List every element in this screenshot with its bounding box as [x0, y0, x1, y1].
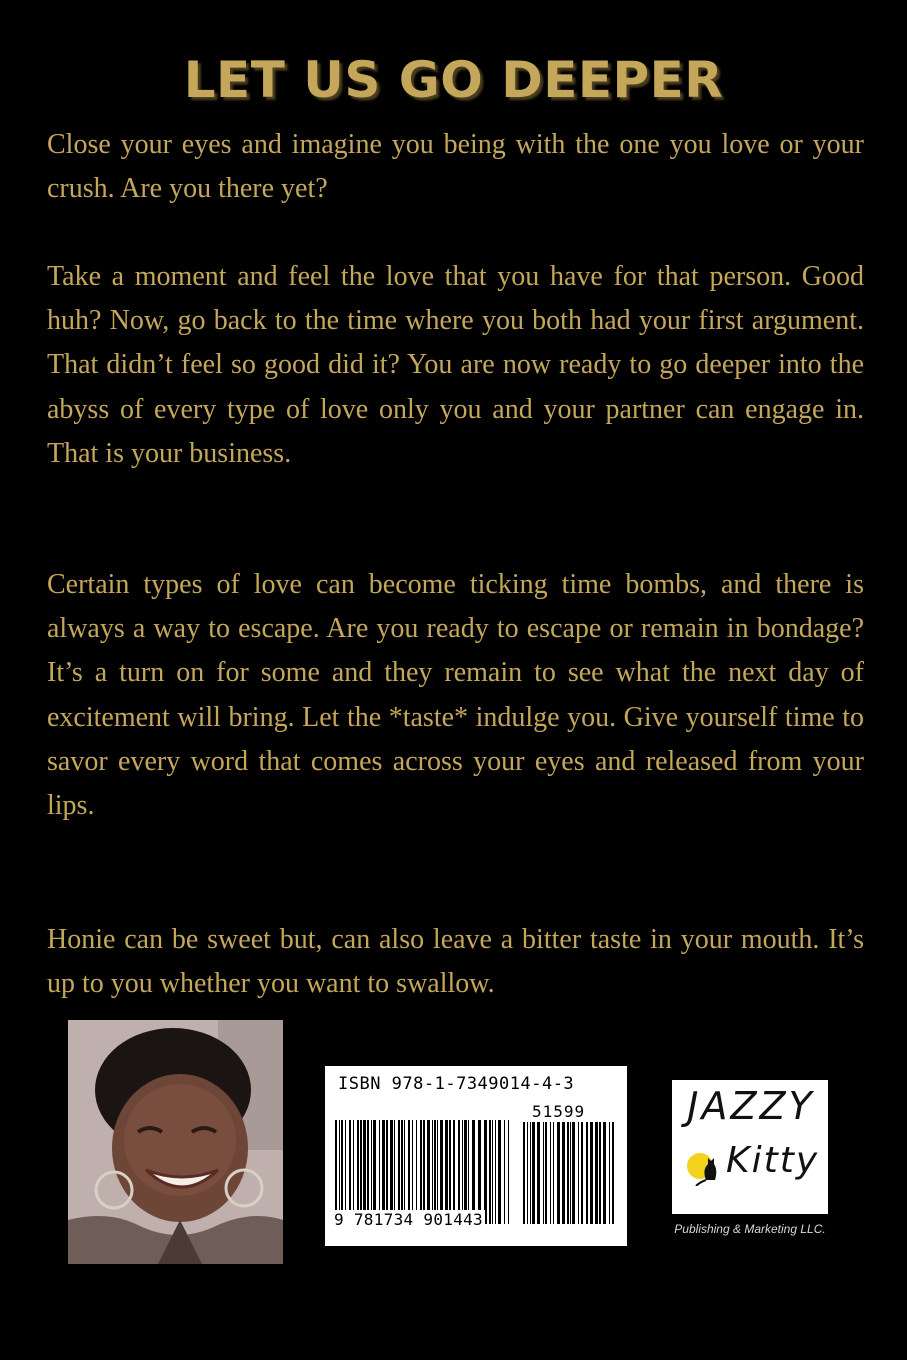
paragraph-text: Take a moment and feel the love that you have for that person. Good huh? Now, go back to the time where you both had your first argument. That didn’t feel so good did it? You are now ready to go deeper into the abyss of every type of love only you and your partner can engage in. That is your business. — [47, 261, 864, 469]
barcode-bar — [550, 1122, 551, 1224]
ean-digits: 9 781734 901443 — [334, 1210, 483, 1229]
barcode-bar — [349, 1120, 351, 1224]
logo-wordmark-bottom: Kitty — [726, 1140, 820, 1181]
barcode-bar — [357, 1120, 359, 1224]
addon-barcode-bars — [523, 1122, 615, 1224]
price-code: 51599 — [532, 1102, 586, 1121]
barcode-bar — [590, 1122, 593, 1224]
publisher-name: Publishing & Marketing LLC. — [674, 1222, 826, 1236]
barcode-bar — [595, 1122, 598, 1224]
barcode-bar — [449, 1120, 451, 1224]
barcode-bar — [472, 1120, 475, 1224]
moon-cat-icon — [684, 1146, 724, 1186]
logo-wordmark-top: JAZZY — [687, 1084, 815, 1128]
barcode-bar — [530, 1122, 531, 1224]
barcode-bar — [581, 1122, 583, 1224]
barcode-bar — [537, 1122, 540, 1224]
barcode-bar — [360, 1120, 362, 1224]
blurb-paragraph-2 — [47, 255, 864, 476]
barcode-bar — [434, 1120, 436, 1224]
barcode-bar — [379, 1120, 380, 1224]
paragraph-text: Close your eyes and imagine you being with the one you love or your crush. Are you there yet? — [47, 129, 864, 205]
blurb-paragraph-3 — [47, 563, 864, 828]
barcode-bar — [492, 1120, 493, 1224]
barcode-bar — [371, 1120, 372, 1224]
barcode-bar — [420, 1120, 422, 1224]
barcode-bar — [478, 1120, 481, 1224]
barcode-bar — [609, 1122, 610, 1224]
barcode-bar — [341, 1120, 343, 1224]
barcode-bar — [339, 1120, 340, 1224]
barcode-bar — [401, 1120, 403, 1224]
barcode-bar — [578, 1122, 579, 1224]
barcode-bar — [545, 1122, 547, 1224]
blurb-paragraph-1 — [47, 123, 864, 211]
publisher-logo — [672, 1080, 828, 1214]
barcode-bar — [508, 1120, 509, 1224]
barcode-bar — [394, 1120, 395, 1224]
author-portrait-icon — [68, 1020, 283, 1264]
barcode-bar — [523, 1122, 525, 1224]
barcode-bar — [586, 1122, 588, 1224]
barcode-bar — [504, 1120, 505, 1224]
barcode-bar — [527, 1122, 528, 1224]
barcode-bar — [382, 1120, 385, 1224]
barcode-bar — [612, 1122, 614, 1224]
barcode-bar — [353, 1120, 354, 1224]
barcode-bar — [570, 1122, 571, 1224]
barcode-bar — [484, 1120, 487, 1224]
barcode-bar — [557, 1122, 560, 1224]
barcode-bar — [603, 1122, 606, 1224]
barcode-bar — [398, 1120, 400, 1224]
barcode-bar — [462, 1120, 463, 1224]
barcode-bar — [432, 1120, 433, 1224]
barcode-bar — [489, 1120, 491, 1224]
barcode-bar — [498, 1120, 501, 1224]
barcode-bar — [427, 1120, 430, 1224]
barcode-bar — [567, 1122, 569, 1224]
barcode-bar — [345, 1120, 346, 1224]
barcode-bar — [335, 1120, 337, 1224]
barcode-bar — [390, 1120, 393, 1224]
isbn-barcode — [325, 1066, 627, 1246]
blurb-paragraph-4 — [47, 918, 864, 1006]
isbn-label: ISBN 978-1-7349014-4-3 — [338, 1074, 575, 1094]
barcode-bar — [423, 1120, 425, 1224]
barcode-bar — [599, 1122, 601, 1224]
ean-barcode-bars — [335, 1120, 511, 1224]
barcode-bar — [562, 1122, 565, 1224]
paragraph-text: Certain types of love can become ticking time bombs, and there is always a way to escape. Are you ready to escape or remain in bondage? It’s a turn on for some and they remain to see what the next day of excitement will bring. Let the *taste* indulge you. Give yourself time to savor every word that comes across your eyes and released from your lips. — [47, 569, 864, 822]
barcode-bar — [543, 1122, 544, 1224]
barcode-bar — [363, 1120, 366, 1224]
barcode-bar — [386, 1120, 388, 1224]
barcode-bar — [495, 1120, 496, 1224]
barcode-bar — [367, 1120, 369, 1224]
barcode-bar — [453, 1120, 455, 1224]
barcode-bar — [416, 1120, 417, 1224]
barcode-bar — [468, 1120, 469, 1224]
cover-title: LET US GO DEEPER — [183, 51, 724, 109]
barcode-bar — [532, 1122, 535, 1224]
barcode-bar — [440, 1120, 443, 1224]
barcode-bar — [437, 1120, 438, 1224]
barcode-bar — [412, 1120, 413, 1224]
barcode-bar — [553, 1122, 554, 1224]
barcode-bar — [458, 1120, 460, 1224]
barcode-bar — [404, 1120, 405, 1224]
barcode-bar — [464, 1120, 467, 1224]
barcode-bar — [572, 1122, 575, 1224]
barcode-bar — [373, 1120, 376, 1224]
paragraph-text: Honie can be sweet but, can also leave a bitter taste in your mouth. It’s up to you whether you want to swallow. — [47, 924, 864, 1000]
author-photo — [68, 1020, 283, 1264]
barcode-bar — [408, 1120, 410, 1224]
barcode-bar — [445, 1120, 448, 1224]
